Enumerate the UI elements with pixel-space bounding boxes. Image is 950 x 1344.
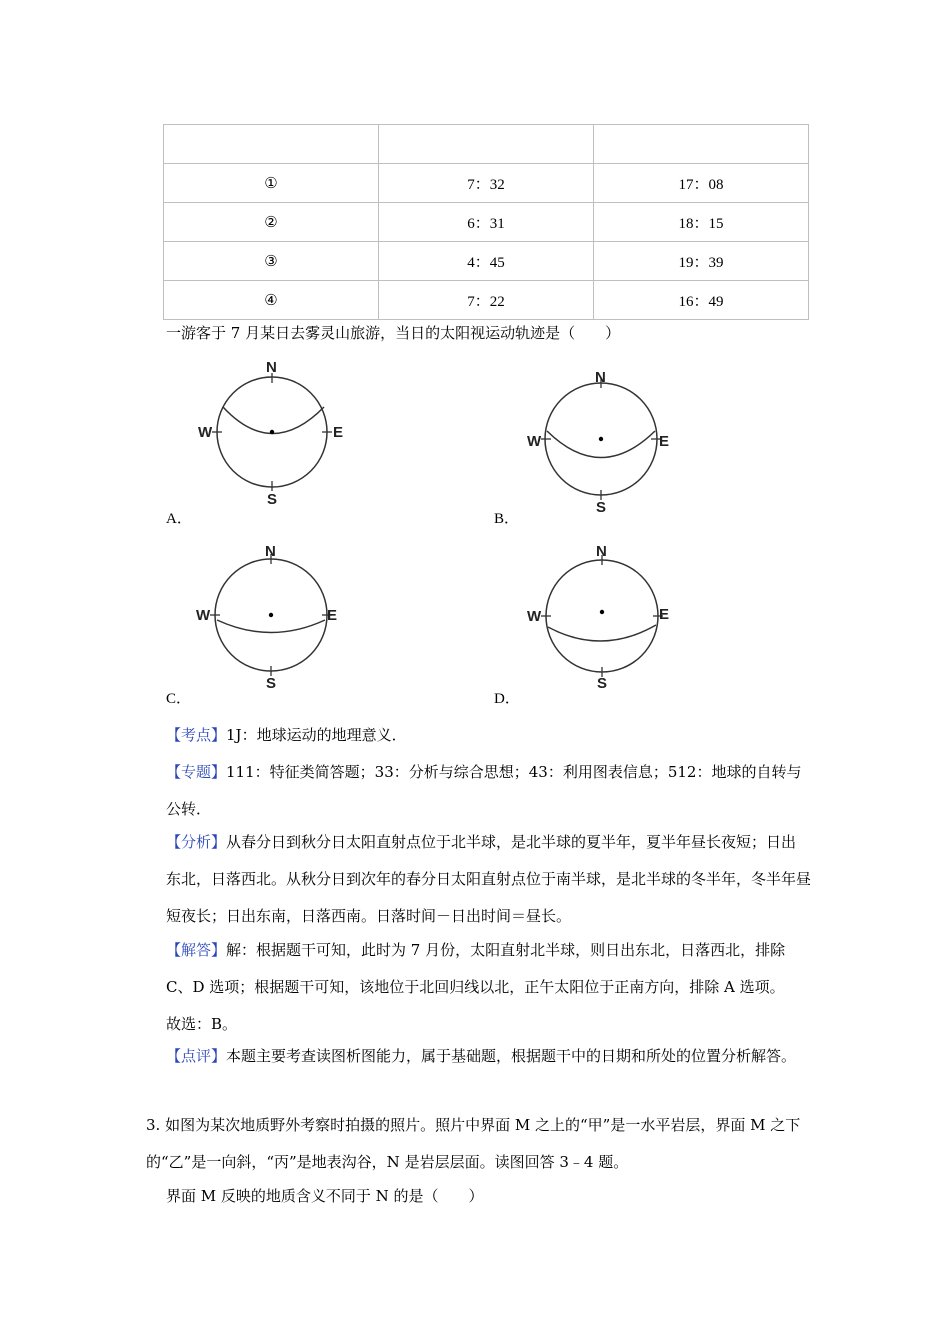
- east-label: E: [327, 607, 338, 624]
- table-row: [164, 203, 809, 242]
- dial-shape: [600, 610, 604, 614]
- sunrise-sunset-table: [163, 124, 809, 320]
- table-row: [164, 164, 809, 203]
- fenxi-tag: 【分析】: [166, 833, 227, 851]
- zhuanti-section: [166, 754, 811, 828]
- sun-path-arc: [547, 431, 655, 458]
- table-row: [164, 242, 809, 281]
- dial-shape: [270, 430, 274, 434]
- south-label: S: [597, 675, 608, 692]
- option-d-label: D．: [494, 691, 520, 707]
- west-label: W: [527, 433, 542, 450]
- sun-path-diagram-c: [196, 540, 356, 690]
- question-3-sub: 界面 M 反映的地质含义不同于 N 的是（ ）: [166, 1187, 484, 1205]
- kaodian-section: [166, 717, 811, 754]
- table-cell: 6：31: [379, 203, 594, 242]
- jieda-text: 解：根据题干可知，此时为 7 月份，太阳直射北半球，则日出东北，日落西北，排除 C、D 选项；根据题干可知，该地位于北回归线以北，正午太阳位于正南方向，排除 A 选项。: [166, 941, 786, 996]
- table-cell: ④: [164, 281, 379, 320]
- table-cell: 16：49: [594, 281, 809, 320]
- south-label: S: [266, 675, 277, 692]
- table-cell: 4：45: [379, 242, 594, 281]
- table-cell: 17：08: [594, 164, 809, 203]
- south-label: S: [596, 499, 607, 516]
- option-b-label: B．: [494, 511, 520, 527]
- table-cell: ①: [164, 164, 379, 203]
- fenxi-text: 从春分日到秋分日太阳直射点位于北半球，是北半球的夏半年，夏半年昼长夜短；日出东北，日落西北。从秋分日到次年的春分日太阳直射点位于南半球，是北半球的冬半年，冬半年昼短夜长；日出东南，日落西南。日落时间－日出时间＝昼长。: [166, 833, 812, 925]
- table-header-cell: [594, 125, 809, 164]
- table-cell: ③: [164, 242, 379, 281]
- west-label: W: [198, 424, 213, 441]
- table-cell: 18：15: [594, 203, 809, 242]
- table-cell: 7：22: [379, 281, 594, 320]
- south-label: S: [267, 491, 278, 508]
- jieda-answer: 故选：B。: [166, 1015, 238, 1033]
- jieda-tag: 【解答】: [166, 941, 227, 959]
- sun-path-arc: [217, 620, 325, 633]
- sun-path-diagram-d: [525, 540, 685, 690]
- option-c-label: C．: [166, 691, 192, 707]
- east-label: E: [333, 424, 344, 441]
- east-label: E: [659, 606, 670, 623]
- west-label: W: [527, 608, 542, 625]
- table-cell: 7：32: [379, 164, 594, 203]
- zhuanti-text: 111：特征类简答题；33：分析与综合思想；43：利用图表信息；512：地球的自转与公转．: [166, 763, 802, 818]
- west-label: W: [196, 607, 211, 624]
- east-label: E: [659, 433, 670, 450]
- north-label: N: [265, 543, 276, 560]
- table-cell: ②: [164, 203, 379, 242]
- north-label: N: [266, 359, 277, 376]
- table-header-row: [164, 125, 809, 164]
- dianping-section: [166, 1038, 811, 1075]
- fenxi-section: [166, 824, 811, 935]
- jieda-section: [166, 932, 811, 1043]
- option-a-label: A．: [166, 511, 192, 527]
- dial-shape: [599, 437, 603, 441]
- dianping-tag: 【点评】: [166, 1047, 227, 1065]
- table-row: [164, 281, 809, 320]
- dial-shape: [546, 560, 658, 672]
- sun-path-arc: [548, 625, 656, 641]
- table-cell: 19：39: [594, 242, 809, 281]
- dianping-text: 本题主要考查读图析图能力，属于基础题，根据题干中的日期和所处的位置分析解答。: [226, 1047, 797, 1065]
- dial-shape: [269, 613, 273, 617]
- kaodian-text: 1J：地球运动的地理意义．: [226, 726, 407, 744]
- zhuanti-tag: 【专题】: [166, 763, 227, 781]
- sun-path-diagram-b: [525, 366, 685, 516]
- kaodian-tag: 【考点】: [166, 726, 227, 744]
- north-label: N: [596, 543, 607, 560]
- question-3-text: 3. 如图为某次地质野外考察时拍摄的照片。照片中界面 M 之上的“甲”是一水平岩层，界面 M 之下的“乙”是一向斜，“丙”是地表沟谷，N 是岩层层面。读图回答 3﹣4 题。: [146, 1116, 801, 1171]
- sun-path-arc: [223, 407, 324, 434]
- table-header-cell: [379, 125, 594, 164]
- question-text: 一游客于 7 月某日去雾灵山旅游，当日的太阳视运动轨迹是（ ）: [166, 324, 621, 342]
- north-label: N: [595, 369, 606, 386]
- sun-path-diagram-a: [196, 356, 356, 506]
- table-header-cell: [164, 125, 379, 164]
